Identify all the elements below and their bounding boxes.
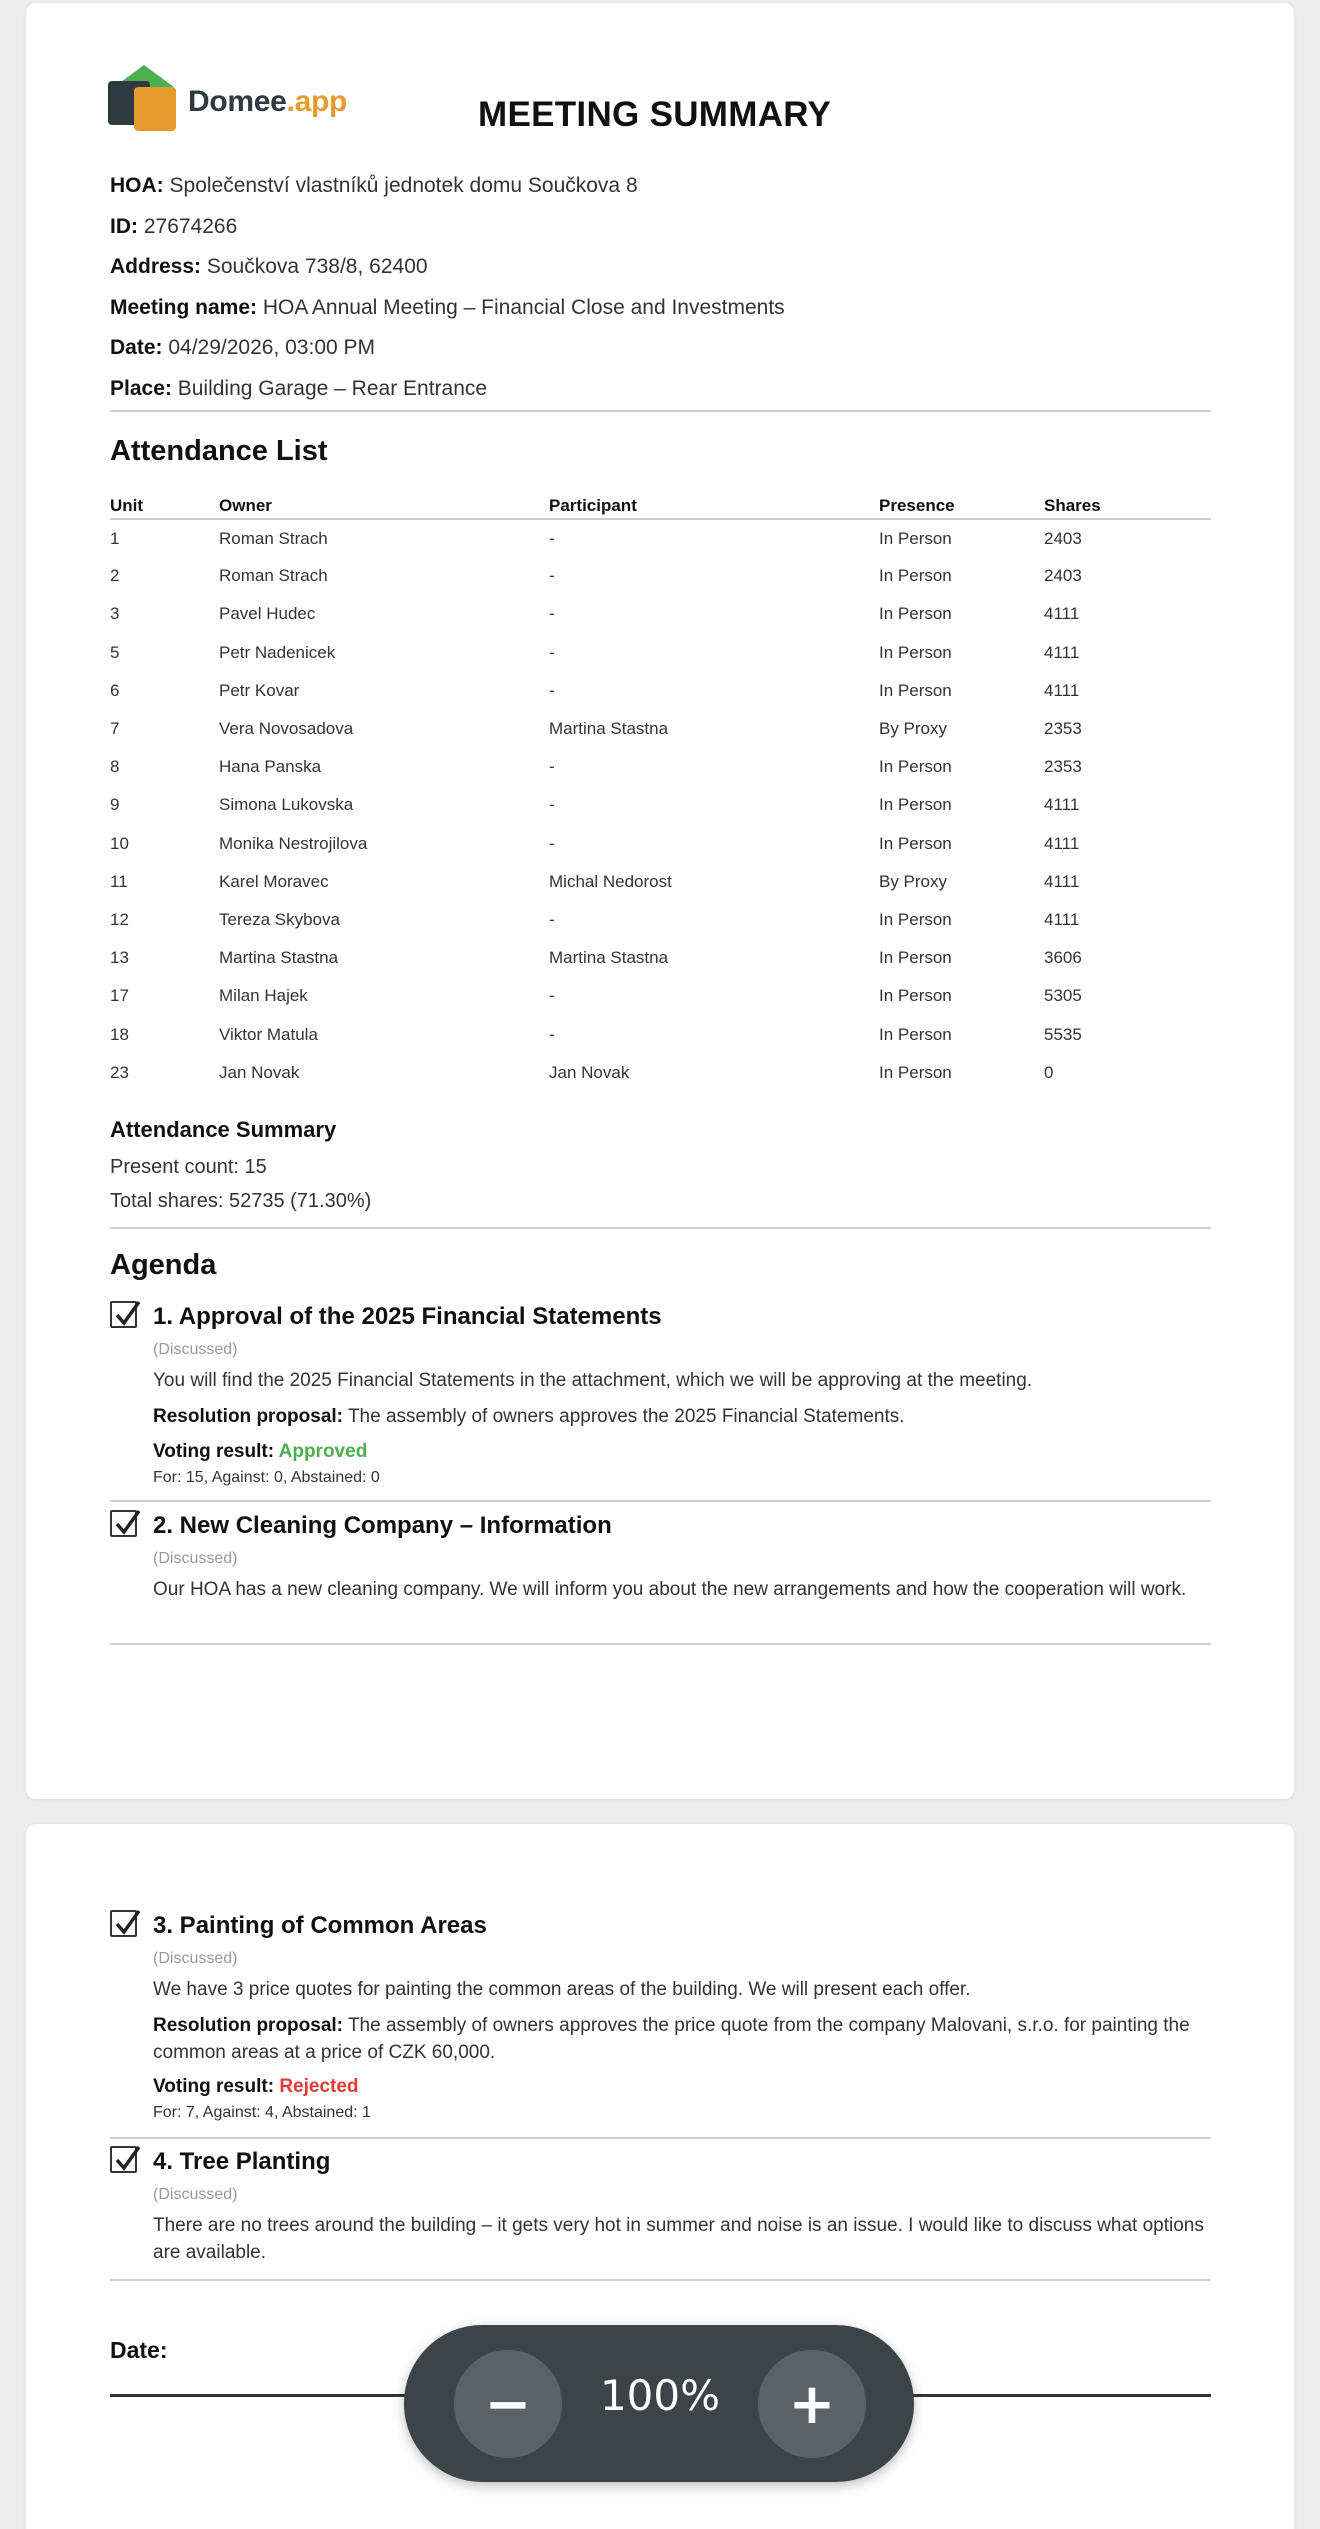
cell-shares: 0 [1044,1062,1054,1082]
cell-owner: Monika Nestrojilova [219,833,368,853]
meeting-info [110,171,1211,414]
table-row [110,939,1211,977]
divider [110,410,1211,412]
cell-presence: In Person [879,757,952,777]
zoom-in-button[interactable]: + [758,2350,866,2458]
col-participant: Participant [549,493,879,519]
divider [110,1227,1211,1229]
cell-owner: Roman Strach [219,566,328,586]
table-row [110,519,1211,557]
cell-owner: Viktor Matula [219,1024,318,1044]
cell-participant: - [549,757,555,777]
cell-unit: 7 [110,719,120,739]
document-page-1 [26,3,1294,1799]
divider [110,1643,1211,1645]
agenda-item-title: 3. Painting of Common Areas [153,1912,487,1939]
info-hoa: HOA: Společenství vlastníků jednotek domu Součkova 8 [110,174,638,197]
table-row [110,1054,1211,1092]
table-row [110,634,1211,672]
cell-presence: In Person [879,604,952,624]
present-count: Present count: 15 [110,1156,267,1178]
agenda-item-description: We have 3 price quotes for painting the common areas of the building. We will present each offer. [153,1979,971,2000]
cell-shares: 5535 [1044,1024,1082,1044]
cell-shares: 4111 [1044,642,1080,662]
cell-owner: Pavel Hudec [219,604,316,624]
agenda-item-status: (Discussed) [153,1550,238,1567]
cell-shares: 4111 [1044,909,1080,929]
cell-owner: Milan Hajek [219,986,308,1006]
cell-participant: - [549,795,555,815]
cell-unit: 9 [110,795,120,815]
logo-name: Domee [188,85,287,118]
attendance-title: Attendance List [110,435,328,467]
agenda-item-status: (Discussed) [153,1341,238,1358]
cell-unit: 10 [110,833,129,853]
voting-result: Voting result: Approved [153,1441,368,1462]
cell-participant: - [549,566,555,586]
table-row [110,901,1211,939]
zoom-out-button[interactable]: − [454,2350,562,2458]
info-address: Address: Součkova 738/8, 62400 [110,255,428,278]
cell-participant: Jan Novak [549,1062,630,1082]
cell-shares: 2403 [1044,566,1082,586]
vote-counts: For: 15, Against: 0, Abstained: 0 [153,1469,380,1486]
cell-presence: In Person [879,986,952,1006]
cell-participant: Martina Stastna [549,719,669,739]
cell-presence: In Person [879,1062,952,1082]
cell-shares: 3606 [1044,948,1082,968]
agenda-item-title: 1. Approval of the 2025 Financial Statements [153,1303,662,1330]
cell-owner: Tereza Skybova [219,909,340,929]
cell-unit: 3 [110,604,120,624]
divider [110,1500,1211,1502]
cell-participant: - [549,833,555,853]
cell-unit: 17 [110,986,129,1006]
cell-shares: 2353 [1044,757,1082,777]
agenda-item [110,2146,1211,2276]
agenda-item [110,1510,1211,1630]
house-logo-icon [108,65,180,131]
cell-participant: - [549,986,555,1006]
cell-presence: In Person [879,1024,952,1044]
resolution-proposal: Resolution proposal: The assembly of owners approves the 2025 Financial Statements. [153,1406,905,1427]
divider [110,2279,1211,2281]
agenda-item-description: There are no trees around the building – it gets very hot in summer and noise is an issue. I would like to discuss what options are available. [153,2215,1204,2263]
table-row [110,595,1211,633]
cell-unit: 1 [110,528,120,548]
cell-owner: Petr Kovar [219,680,300,700]
resolution-proposal: Resolution proposal: The assembly of owners approves the price quote from the company Malovani, s.r.o. for painting the common areas at a price of CZK 60,000. [153,2015,1190,2063]
cell-owner: Simona Lukovska [219,795,354,815]
vote-counts: For: 7, Against: 4, Abstained: 1 [153,2104,371,2121]
table-row [110,710,1211,748]
cell-participant: Michal Nedorost [549,871,672,891]
cell-participant: - [549,528,555,548]
cell-presence: In Person [879,566,952,586]
attendance-table [110,493,1211,1092]
agenda-item [110,1301,1211,1501]
table-row [110,825,1211,863]
cell-unit: 2 [110,566,120,586]
zoom-control [404,2325,914,2482]
cell-shares: 4111 [1044,795,1080,815]
table-row [110,672,1211,710]
cell-shares: 2403 [1044,528,1082,548]
cell-presence: In Person [879,833,952,853]
agenda-item-status: (Discussed) [153,2186,238,2203]
cell-presence: By Proxy [879,719,948,739]
cell-unit: 11 [110,871,128,891]
checked-checkbox-icon [110,2146,137,2173]
col-presence: Presence [879,493,1044,519]
cell-unit: 18 [110,1024,129,1044]
divider [110,2137,1211,2139]
cell-presence: In Person [879,795,952,815]
agenda-item-title: 2. New Cleaning Company – Information [153,1512,612,1539]
cell-unit: 6 [110,680,120,700]
table-row [110,977,1211,1015]
cell-unit: 23 [110,1062,129,1082]
cell-shares: 5305 [1044,986,1082,1006]
voting-result: Voting result: Rejected [153,2076,359,2097]
cell-participant: - [549,680,555,700]
cell-owner: Petr Nadenicek [219,642,336,662]
cell-unit: 8 [110,757,120,777]
table-row [110,786,1211,824]
cell-unit: 12 [110,909,129,929]
checked-checkbox-icon [110,1910,137,1937]
info-date: Date: 04/29/2026, 03:00 PM [110,336,376,359]
total-shares: Total shares: 52735 (71.30%) [110,1190,372,1212]
cell-shares: 2353 [1044,719,1082,739]
cell-presence: In Person [879,528,952,548]
agenda-item [110,1910,1211,2140]
agenda-item-status: (Discussed) [153,1950,238,1967]
cell-owner: Karel Moravec [219,871,329,891]
agenda-item-description: You will find the 2025 Financial Statements in the attachment, which we will be approving at the meeting. [153,1370,1033,1391]
info-id: ID: 27674266 [110,214,238,238]
agenda-title: Agenda [110,1249,217,1281]
cell-presence: In Person [879,909,952,929]
cell-shares: 4111 [1044,871,1080,891]
date-label: Date: [110,2337,168,2363]
cell-participant: - [549,1024,555,1044]
logo-suffix: .app [286,85,348,118]
table-row [110,1015,1211,1053]
cell-owner: Roman Strach [219,528,328,548]
attendance-summary-title: Attendance Summary [110,1117,337,1142]
info-place: Place: Building Garage – Rear Entrance [110,376,488,400]
cell-participant: - [549,642,555,662]
cell-presence: In Person [879,680,952,700]
table-row [110,557,1211,595]
table-header-row [110,493,1211,519]
cell-unit: 5 [110,642,120,662]
table-row [110,748,1211,786]
checked-checkbox-icon [110,1510,137,1537]
cell-participant: - [549,909,555,929]
cell-participant: Martina Stastna [549,948,669,968]
cell-participant: - [549,604,555,624]
cell-shares: 4111 [1044,604,1080,624]
cell-owner: Vera Novosadova [219,719,354,739]
cell-owner: Martina Stastna [219,948,339,968]
domee-logo [108,65,368,135]
cell-owner: Hana Panska [219,757,322,777]
table-row [110,863,1211,901]
checked-checkbox-icon [110,1301,137,1328]
vote-rejected-badge: Rejected [279,2076,359,2097]
col-unit: Unit [110,493,219,519]
cell-presence: In Person [879,642,952,662]
zoom-level: 100% [599,2371,721,2420]
agenda-item-description: Our HOA has a new cleaning company. We will inform you about the new arrangements and how the cooperation will work. [153,1579,1187,1600]
col-shares: Shares [1044,493,1211,519]
cell-presence: In Person [879,948,952,968]
agenda-item-title: 4. Tree Planting [153,2148,331,2175]
document-title: MEETING SUMMARY [478,95,832,134]
cell-owner: Jan Novak [219,1062,300,1082]
vote-approved-badge: Approved [278,1441,368,1462]
col-owner: Owner [219,493,549,519]
cell-unit: 13 [110,948,129,968]
cell-shares: 4111 [1044,680,1080,700]
info-meeting-name: Meeting name: HOA Annual Meeting – Financial Close and Investments [110,295,785,319]
cell-shares: 4111 [1044,833,1080,853]
cell-presence: By Proxy [879,871,948,891]
